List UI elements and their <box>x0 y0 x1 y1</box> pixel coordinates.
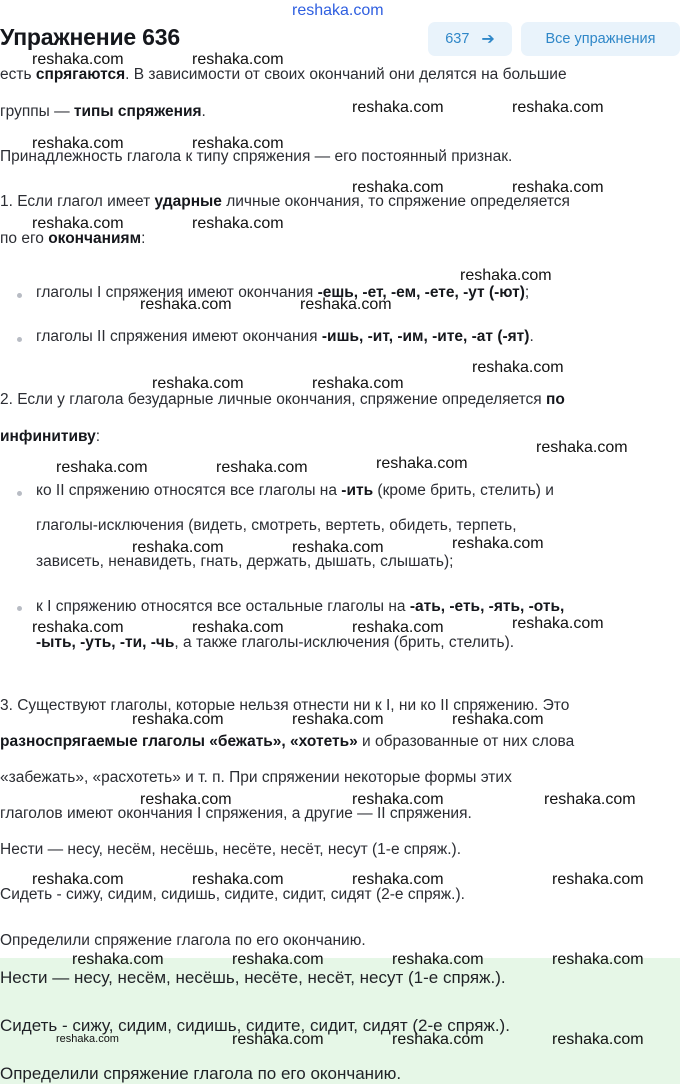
answer-line: Сидеть - сижу, сидим, сидишь, сидите, сидит, сидят (2-е спряж.). <box>0 1016 510 1035</box>
example-line: Сидеть - сижу, сидим, сидишь, сидите, сидит, сидят (2-е спряж.). <box>0 886 465 903</box>
watermark: reshaka.com <box>232 951 324 968</box>
rule-3-cont: глаголов имеют окончания I спряжения, а другие — II спряжения. <box>0 805 472 822</box>
rule-3-cont: разноспрягаемые глаголы «бежать», «хотеть» и образованные от них слова <box>0 733 575 750</box>
watermark: reshaka.com <box>392 951 484 968</box>
watermark-top: reshaka.com <box>292 2 384 19</box>
watermark: reshaka.com <box>32 871 124 888</box>
bullet-icon <box>17 293 22 298</box>
watermark: reshaka.com <box>216 459 308 476</box>
rule-1-cont: по его окончаниям: <box>0 230 146 247</box>
example-line: Определили спряжение глагола по его окончанию. <box>0 932 366 949</box>
watermark: reshaka.com <box>352 99 444 116</box>
next-exercise-button[interactable] <box>428 22 512 56</box>
watermark: reshaka.com <box>140 791 232 808</box>
watermark: reshaka.com <box>352 179 444 196</box>
watermark: reshaka.com <box>232 1031 324 1048</box>
watermark: reshaka.com <box>552 871 644 888</box>
watermark: reshaka.com <box>192 871 284 888</box>
rule-3-cont: «забежать», «расхотеть» и т. п. При спряжении некоторые формы этих <box>0 769 512 786</box>
watermark: reshaka.com <box>32 619 124 636</box>
watermark: reshaka.com <box>56 459 148 476</box>
answer-line: Определили спряжение глагола по его окончанию. <box>0 1064 402 1083</box>
bullet-icon <box>17 491 22 496</box>
rule-1: 1. Если глагол имеет ударные личные окончания, то спряжение определяется <box>0 193 570 210</box>
watermark: reshaka.com <box>72 951 164 968</box>
all-exercises-label: Все упражнения <box>545 31 656 47</box>
watermark: reshaka.com <box>376 455 468 472</box>
watermark: reshaka.com <box>512 615 604 632</box>
watermark: reshaka.com <box>352 619 444 636</box>
page-title: Упражнение 636 <box>0 24 180 50</box>
list-item-cont: глаголы-исключения (видеть, смотреть, вертеть, обидеть, терпеть, <box>36 517 517 534</box>
example-line: Нести — несу, несём, несёшь, несёте, несёт, несут (1-е спряж.). <box>0 841 462 858</box>
rule-2: 2. Если у глагола безударные личные окончания, спряжение определяется по <box>0 391 565 408</box>
watermark: reshaka.com <box>300 296 392 313</box>
text-line: группы — типы спряжения. <box>0 103 206 120</box>
watermark: reshaka.com <box>544 791 636 808</box>
watermark: reshaka.com <box>552 1031 644 1048</box>
watermark: reshaka.com <box>552 951 644 968</box>
watermark: reshaka.com <box>140 296 232 313</box>
rule-3: 3. Существуют глаголы, которые нельзя отнести ни к I, ни ко II спряжению. Это <box>0 697 570 714</box>
next-exercise-label: 637 <box>445 31 470 47</box>
watermark: reshaka.com <box>32 215 124 232</box>
watermark: reshaka.com <box>452 711 544 728</box>
watermark: reshaka.com <box>152 375 244 392</box>
watermark: reshaka.com <box>312 375 404 392</box>
watermark: reshaka.com <box>132 539 224 556</box>
text-line: есть спрягаются. В зависимости от своих окончаний они делятся на большие <box>0 66 567 83</box>
all-exercises-button[interactable] <box>521 22 680 56</box>
list-item-cont: зависеть, ненавидеть, гнать, держать, дышать, слышать); <box>36 553 454 570</box>
list-item: ко II спряжению относятся все глаголы на -ить (кроме брить, стелить) и <box>36 482 554 499</box>
watermark: reshaka.com <box>56 1033 119 1045</box>
watermark: reshaka.com <box>192 619 284 636</box>
arrow-right-icon: ➔ <box>481 31 495 48</box>
watermark: reshaka.com <box>536 439 628 456</box>
watermark: reshaka.com <box>512 179 604 196</box>
list-item: глаголы I спряжения имеют окончания -ешь, -ет, -ем, -ете, -ут (-ют); <box>36 284 530 301</box>
watermark: reshaka.com <box>292 711 384 728</box>
text-line: Принадлежность глагола к типу спряжения — его постоянный признак. <box>0 148 513 165</box>
answer-line: Нести — несу, несём, несёшь, несёте, несёт, несут (1-е спряж.). <box>0 968 506 987</box>
list-item: к I спряжению относятся все остальные глаголы на -ать, -еть, -ять, -оть, <box>36 598 565 615</box>
watermark: reshaka.com <box>352 791 444 808</box>
watermark: reshaka.com <box>132 711 224 728</box>
watermark: reshaka.com <box>192 135 284 152</box>
watermark: reshaka.com <box>452 535 544 552</box>
bullet-icon <box>17 606 22 611</box>
list-item-cont: -ыть, -уть, -ти, -чь, а также глаголы-исключения (брить, стелить). <box>36 634 515 651</box>
bullet-icon <box>17 337 22 342</box>
watermark: reshaka.com <box>392 1031 484 1048</box>
watermark: reshaka.com <box>192 215 284 232</box>
watermark: reshaka.com <box>352 871 444 888</box>
watermark: reshaka.com <box>192 51 284 68</box>
watermark: reshaka.com <box>472 359 564 376</box>
watermark: reshaka.com <box>292 539 384 556</box>
watermark: reshaka.com <box>512 99 604 116</box>
watermark: reshaka.com <box>460 267 552 284</box>
list-item: глаголы II спряжения имеют окончания -ишь, -ит, -им, -ите, -ат (-ят). <box>36 328 534 345</box>
rule-2-cont: инфинитиву: <box>0 428 101 445</box>
watermark: reshaka.com <box>32 135 124 152</box>
watermark: reshaka.com <box>32 51 124 68</box>
